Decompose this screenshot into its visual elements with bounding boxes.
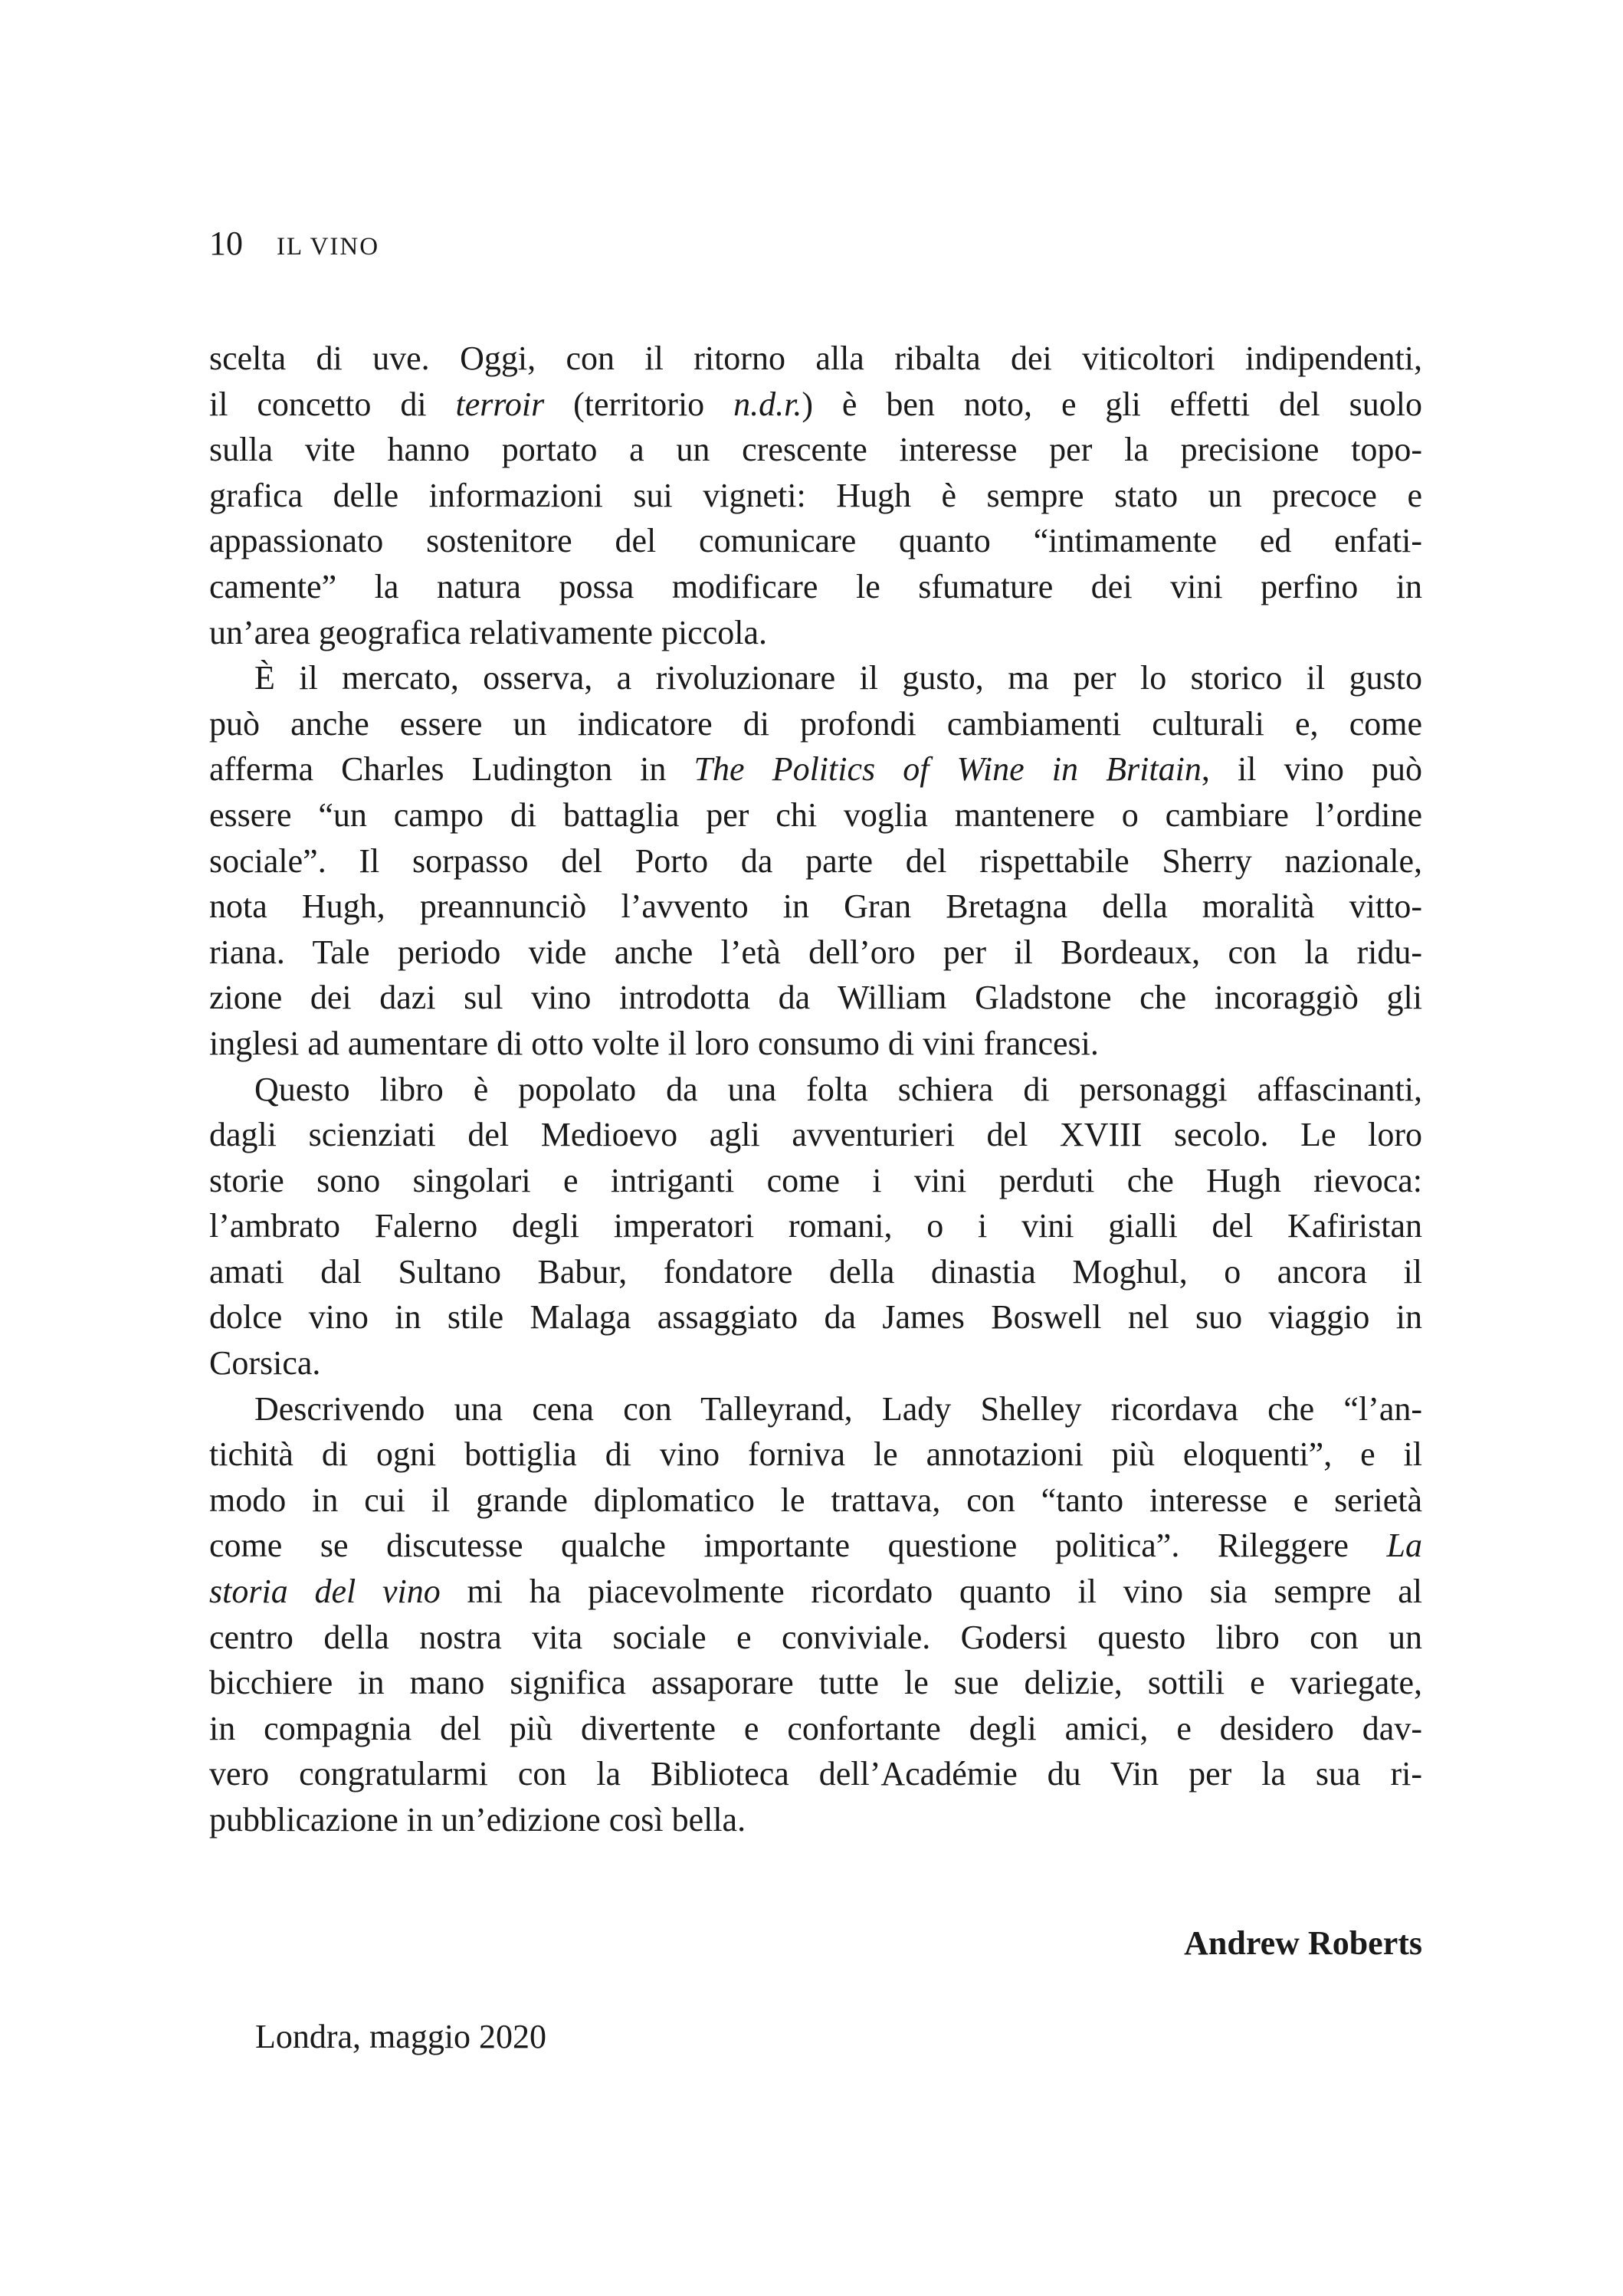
text-line: in compagnia del più divertente e confortante degli amici, e desidero dav- xyxy=(209,1709,1422,1747)
text-line: scelta di uve. Oggi, con il ritorno alla ribalta dei viticoltori indipendenti, xyxy=(209,339,1422,377)
text-line: dagli scienziati del Medioevo agli avventurieri del XVIII secolo. Le loro xyxy=(209,1116,1422,1154)
dateline: Londra, maggio 2020 xyxy=(255,2018,547,2055)
text-line: storie sono singolari e intriganti come i vini perduti che Hugh rievoca: xyxy=(209,1161,1422,1199)
text-line: vero congratularmi con la Biblioteca dell’Académie du Vin per la sua ri- xyxy=(209,1755,1422,1793)
text-line: camente” la natura possa modificare le sfumature dei vini perfino in xyxy=(209,567,1422,605)
text-line: un’area geografica relativamente piccola. xyxy=(209,613,767,651)
text-line: centro della nostra vita sociale e conviviale. Godersi questo libro con un xyxy=(209,1618,1422,1656)
italic-text: n.d.r. xyxy=(733,385,802,423)
text-line: l’ambrato Falerno degli imperatori romani, o i vini gialli del Kafiristan xyxy=(209,1207,1422,1245)
text-line: afferma Charles Ludington in The Politics of Wine in Britain, il vino può xyxy=(209,750,1422,789)
text-line: zione dei dazi sul vino introdotta da William Gladstone che incoraggiò gli xyxy=(209,979,1422,1017)
page-header xyxy=(209,227,1422,261)
italic-text: The Politics of Wine in Britain xyxy=(693,750,1202,789)
italic-text: storia del vino xyxy=(209,1573,441,1611)
running-title: IL VINO xyxy=(277,233,380,261)
italic-text: La xyxy=(1386,1527,1422,1565)
text-line: sulla vite hanno portato a un crescente interesse per la precisione topo- xyxy=(209,431,1422,469)
text-line: essere “un campo di battaglia per chi voglia mantenere o cambiare l’ordine xyxy=(209,795,1422,834)
text-line: Descrivendo una cena con Talleyrand, Lady Shelley ricordava che “l’an- xyxy=(254,1389,1422,1428)
text-line: Questo libro è popolato da una folta schiera di personaggi affascinanti, xyxy=(254,1070,1422,1108)
italic-text: terroir xyxy=(455,385,545,423)
text-line: riana. Tale periodo vide anche l’età dell’oro per il Bordeaux, con la ridu- xyxy=(209,933,1422,971)
text-line: tichità di ogni bottiglia di vino forniva le annotazioni più eloquenti”, e il xyxy=(209,1435,1422,1474)
text-line: storia del vino mi ha piacevolmente ricordato quanto il vino sia sempre al xyxy=(209,1573,1423,1611)
text-line: può anche essere un indicatore di profondi cambiamenti culturali e, come xyxy=(209,704,1422,743)
text-line: modo in cui il grande diplomatico le trattava, con “tanto interesse e serietà xyxy=(209,1481,1422,1519)
text-line: È il mercato, osserva, a rivoluzionare il gusto, ma per lo storico il gusto xyxy=(254,659,1422,697)
text-line: il concetto di terroir (territorio n.d.r.) è ben noto, e gli effetti del suolo xyxy=(209,385,1422,423)
text-line: come se discutesse qualche importante questione politica”. Rileggere La xyxy=(209,1527,1422,1565)
body-text xyxy=(209,336,1422,1843)
text-line: nota Hugh, preannunciò l’avvento in Gran Bretagna della moralità vitto- xyxy=(209,887,1422,926)
text-line: grafica delle informazioni sui vigneti: Hugh è sempre stato un precoce e xyxy=(209,476,1422,514)
text-line: inglesi ad aumentare di otto volte il loro consumo di vini francesi. xyxy=(209,1024,1099,1062)
author-signature: Andrew Roberts xyxy=(1184,1924,1422,1962)
text-line: bicchiere in mano significa assaporare tutte le sue delizie, sottili e variegate, xyxy=(209,1664,1422,1702)
text-line: appassionato sostenitore del comunicare quanto “intimamente ed enfati- xyxy=(209,522,1422,560)
text-line: amati dal Sultano Babur, fondatore della dinastia Moghul, o ancora il xyxy=(209,1252,1422,1291)
text-line: dolce vino in stile Malaga assaggiato da James Boswell nel suo viaggio in xyxy=(209,1298,1422,1337)
text-line: sociale”. Il sorpasso del Porto da parte del rispettabile Sherry nazionale, xyxy=(209,841,1422,880)
page-number: 10 xyxy=(209,225,243,262)
text-line: Corsica. xyxy=(209,1344,321,1383)
text-line: pubblicazione in un’edizione così bella. xyxy=(209,1801,746,1838)
